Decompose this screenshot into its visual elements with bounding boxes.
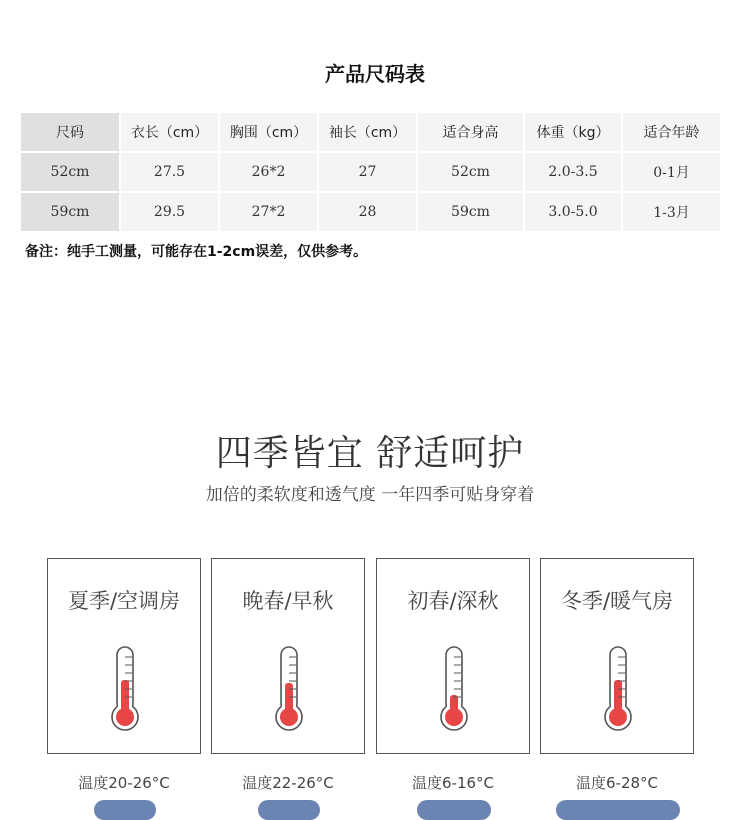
table-cell: 59cm xyxy=(418,191,523,231)
season-card-label: 夏季/空调房 xyxy=(67,589,181,613)
season-card-label: 晚春/早秋 xyxy=(242,589,334,613)
season-card-label: 初春/深秋 xyxy=(407,589,499,613)
header-cell: 胸围（cm） xyxy=(220,113,317,151)
season-card-summer xyxy=(47,558,201,754)
size-chart-table xyxy=(19,113,722,231)
temperature-label: 温度22-26°C xyxy=(242,774,334,792)
table-cell: 52cm xyxy=(21,151,119,191)
thermometer-icon xyxy=(269,645,309,735)
size-chart-note: 备注：纯手工测量，可能存在1-2cm误差，仅供参考。 xyxy=(25,244,368,260)
table-cell: 3.0-5.0 xyxy=(525,191,621,231)
table-cell: 59cm xyxy=(21,191,119,231)
thermometer-icon xyxy=(434,645,474,735)
size-chart-title: 产品尺码表 xyxy=(325,62,425,86)
season-section-title: 四季皆宜 舒适呵护 xyxy=(215,433,525,474)
temperature-label: 温度6-28°C xyxy=(575,774,659,792)
table-cell: 52cm xyxy=(418,151,523,191)
tag-pill xyxy=(417,800,491,820)
tag-pill xyxy=(258,800,320,820)
table-cell: 27.5 xyxy=(121,151,218,191)
season-section-subtitle: 加倍的柔软度和透气度 一年四季可贴身穿着 xyxy=(205,485,535,505)
header-cell: 体重（kg） xyxy=(525,113,621,151)
table-cell: 26*2 xyxy=(220,151,317,191)
table-cell: 0-1月 xyxy=(623,151,720,191)
table-cell: 27 xyxy=(319,151,416,191)
table-row xyxy=(21,151,720,191)
table-cell: 29.5 xyxy=(121,191,218,231)
tag-pill xyxy=(556,800,680,820)
table-cell: 27*2 xyxy=(220,191,317,231)
season-card-label: 冬季/暖气房 xyxy=(560,589,674,613)
table-cell: 28 xyxy=(319,191,416,231)
header-cell: 衣长（cm） xyxy=(121,113,218,151)
season-card-late-spring xyxy=(211,558,365,754)
tag-pill xyxy=(94,800,156,820)
table-header-row xyxy=(21,113,720,151)
header-cell: 袖长（cm） xyxy=(319,113,416,151)
thermometer-icon xyxy=(105,645,145,735)
table-cell: 2.0-3.5 xyxy=(525,151,621,191)
thermometer-icon xyxy=(598,645,638,735)
table-row xyxy=(21,191,720,231)
temperature-label: 温度20-26°C xyxy=(78,774,170,792)
table-cell: 1-3月 xyxy=(623,191,720,231)
season-card-winter xyxy=(540,558,694,754)
temperature-label: 温度6-16°C xyxy=(411,774,495,792)
header-cell: 尺码 xyxy=(21,113,119,151)
header-cell: 适合年龄 xyxy=(623,113,720,151)
season-card-early-spring xyxy=(376,558,530,754)
header-cell: 适合身高 xyxy=(418,113,523,151)
